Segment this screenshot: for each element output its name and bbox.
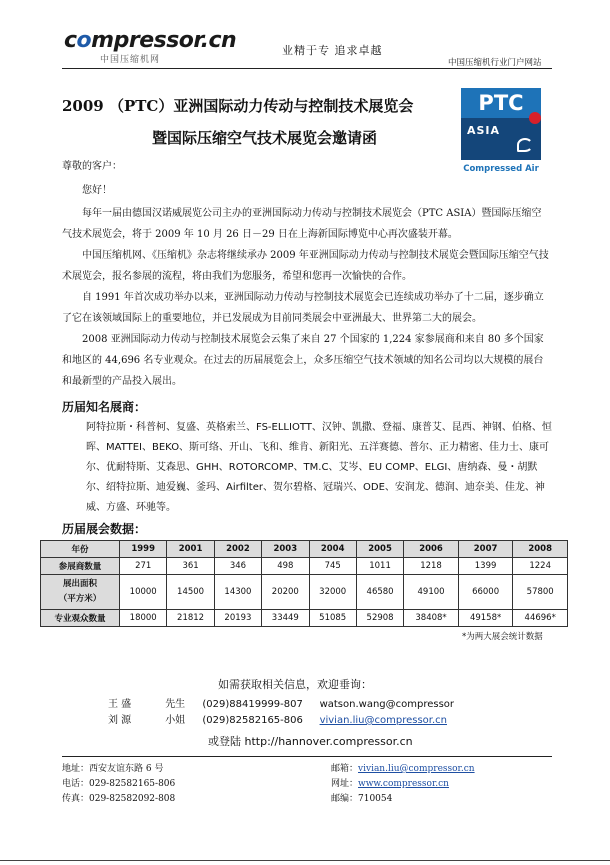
brands-list: 阿特拉斯・科普柯、复盛、英格索兰、FS-ELLIOTT、汉钟、凯撒、登福、康普艾、昆西、神钢、伯格、恒晖、MATTEI、BEKO、斯可络、开山、飞和、维肯、新阳光、五洋赛德、普尔、正力精密、佳力士、康可尔、优耐特斯、艾森思、GHH、ROTORCOMP、TM.C、艾岑、EU COMP、ELGI、唐纳森、曼・胡默尔、绍特拉斯、迪爱巍、釜玛、Airfilter、贺尔碧格、冠瑞兴、ODE、安润龙、德润、迪奈美、佳龙、神威、方盛、环驰等。 [86,422,552,513]
table-row [41,558,568,575]
table-cell: 20193 [214,610,261,627]
ptc-logo-text: PTC [461,88,541,118]
contact-email-link[interactable]: vivian.liu@compressor.cn [319,715,447,726]
contact-name: 王 盛 [108,699,132,710]
table-cell: 49158* [458,610,513,627]
table-cell: 51085 [309,610,356,627]
table-cell: 745 [309,558,356,575]
table-cell: 14500 [167,575,214,610]
ptc-logo-caption: Compressed Air [463,164,539,174]
table-cell: 18000 [120,610,167,627]
table-cell: 52908 [356,610,403,627]
header-divider [62,68,552,69]
row-label: 专业观众数量 [41,610,120,627]
hello: 您好！ [82,185,112,196]
contact-row [108,695,454,710]
contact-name: 刘 源 [108,715,132,726]
footer-web-label: 网址： [331,779,359,789]
year-cell: 2006 [404,541,459,558]
footer-divider [62,756,552,757]
year-cell: 2005 [356,541,403,558]
row-label-line-2: （平方米） [58,594,102,604]
row-label [41,575,120,610]
table-header-label: 年份 [41,541,120,558]
portal-tagline: 中国压缩机行业门户网站 [448,58,542,68]
footer-address: 地址：西安友谊东路 6 号 [62,764,164,774]
logo-wordmark: compressor.cn [64,28,237,53]
contact-phone: (029)82582165-806 [202,715,303,726]
table-cell: 1011 [356,558,403,575]
table-cell: 10000 [120,575,167,610]
year-cell: 2008 [513,541,568,558]
ptc-asia-logo [458,88,544,178]
greeting: 尊敬的客户： [62,161,122,172]
page-bottom-divider [0,860,610,861]
table-cell: 33449 [262,610,309,627]
table-header-row [41,541,568,558]
table-cell: 46580 [356,575,403,610]
table-cell: 38408* [404,610,459,627]
swirl-icon [517,138,533,152]
row-label: 参展商数量 [41,558,120,575]
brands-heading: 历届知名展商： [62,400,147,414]
logo-subtitle: 中国压缩机网 [100,55,161,65]
row-label-line-1: 展出面积 [62,579,97,589]
contact-phone: (029)88419999-807 [202,699,303,710]
paragraph-3: 自 1991 年首次成功举办以来，亚洲国际动力传动与控制技术展览会已连续成功举办了十二届，逐步确立了它在该领域国际上的重要地位，并已发展成为目前同类展会中亚洲最大、世界第二大的展会。 [62,292,544,324]
year-cell: 2002 [214,541,261,558]
footer-zip: 邮编：710054 [331,794,393,804]
paragraph-4: 2008 亚洲国际动力传动与控制技术展览会云集了来自 27 个国家的 1,224 家参展商和来自 80 多个国家和地区的 44,696 名专业观众。在过去的历届展览会上，众多压缩空气技术领域的知名公司均以大规模的展台和最新型的产品投入展出。 [62,334,544,387]
title-line-2: 暨国际压缩空气技术展览会邀请函 [152,129,378,147]
year-cell: 2007 [458,541,513,558]
table-cell: 57800 [513,575,568,610]
table-cell: 21812 [167,610,214,627]
table-cell: 271 [120,558,167,575]
year-cell: 1999 [120,541,167,558]
footer-fax: 传真：029-82582092-808 [62,794,176,804]
title-line-1: 2009 （PTC）亚洲国际动力传动与控制技术展览会 [62,97,414,115]
table-cell: 1399 [458,558,513,575]
table-footnote: *为两大展会统计数据 [462,632,543,642]
ptc-logo-box [461,88,541,160]
table-cell: 32000 [309,575,356,610]
website-visit-line[interactable]: 或登陆 http://hannover.compressor.cn [208,735,413,748]
footer-email-link[interactable]: vivian.liu@compressor.cn [358,764,475,774]
contact-email[interactable]: watson.wang@compressor [319,699,455,710]
table-cell: 14300 [214,575,261,610]
table-cell: 1224 [513,558,568,575]
year-cell: 2001 [167,541,214,558]
table-cell: 1218 [404,558,459,575]
footer-email-row [331,762,475,777]
contact-title: 先生 [165,699,186,710]
paragraph-1: 每年一届由德国汉诺威展览公司主办的亚洲国际动力传动与控制技术展览会（PTC ASIA）暨国际压缩空气技术展览会，将于 2009 年 10 月 26 日－29 日在上海新国际博览中心再次盛装开幕。 [62,208,542,240]
paragraph-2: 中国压缩机网、《压缩机》杂志将继续承办 2009 年亚洲国际动力传动与控制技术展览会暨国际压缩空气技术展览会，报名参展的流程，将由我们为您服务，希望和您再一次愉快的合作。 [62,250,549,282]
contact-row [108,711,447,726]
footer-web-link[interactable]: www.compressor.cn [358,779,449,789]
contact-title: 小姐 [165,715,186,726]
contact-heading: 如需获取相关信息，欢迎垂询： [218,678,372,691]
footer-phone: 电话：029-82582165-806 [62,779,176,789]
table-row [41,610,568,627]
year-cell: 2004 [309,541,356,558]
table-cell: 44696* [513,610,568,627]
table-cell: 66000 [458,575,513,610]
slogan: 业精于专 追求卓越 [282,44,383,57]
stats-heading: 历届展会数据： [62,522,147,536]
table-row [41,575,568,610]
exhibition-stats-table [40,540,568,627]
footer-web-row [331,777,449,792]
footer-email-label: 邮箱： [331,764,359,774]
ptc-logo-asia: ASIA [467,124,501,137]
table-cell: 498 [262,558,309,575]
table-cell: 346 [214,558,261,575]
red-dot-icon [529,112,541,124]
table-cell: 361 [167,558,214,575]
year-cell: 2003 [262,541,309,558]
compressor-logo [64,28,237,65]
table-cell: 20200 [262,575,309,610]
table-cell: 49100 [404,575,459,610]
